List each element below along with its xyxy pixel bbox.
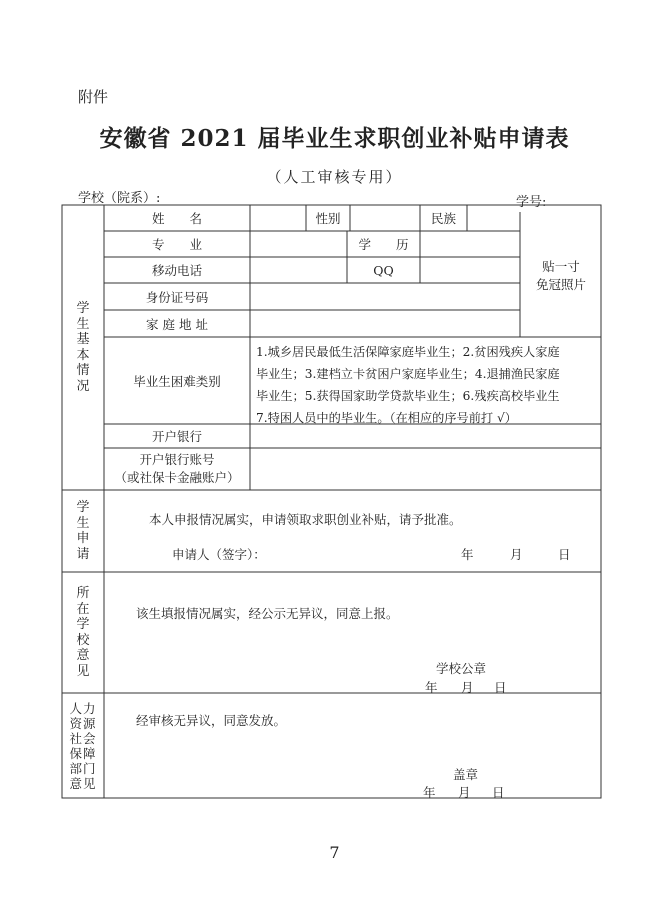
basic-section-label-char: 本 <box>76 347 90 363</box>
hr-year: 年 <box>423 785 436 800</box>
ethnicity-label: 民族 <box>430 211 456 226</box>
bank-account-line-1: 开户银行账号 <box>139 452 215 467</box>
education-label: 学 历 <box>358 237 409 252</box>
hr-section-label-char: 部门 <box>69 760 97 776</box>
bank-label: 开户银行 <box>151 429 202 444</box>
id-number-label: 身份证号码 <box>145 289 209 305</box>
school-section-label-char: 学 <box>76 617 90 632</box>
school-section-label-char: 见 <box>76 663 90 679</box>
form-subtitle: （人工审核专用） <box>266 168 403 186</box>
application-month: 月 <box>510 547 523 562</box>
hr-month: 月 <box>458 785 471 800</box>
school-month: 月 <box>461 680 474 695</box>
attachment-label: 附件 <box>78 88 109 106</box>
photo-line-2: 免冠照片 <box>535 277 586 292</box>
basic-section-label-char: 生 <box>76 316 90 332</box>
hr-section-label-char: 保障 <box>69 745 97 761</box>
hardship-line: 1.城乡居民最低生活保障家庭毕业生；2.贫困残疾人家庭 <box>256 345 560 359</box>
application-section-label-char: 申 <box>76 531 90 546</box>
school-section-label-char: 校 <box>76 632 90 648</box>
major-label: 专 业 <box>151 237 202 252</box>
qq-label: QQ <box>373 262 394 278</box>
application-statement: 本人申报情况属实，申请领取求职创业补贴，请予批准。 <box>149 512 462 527</box>
school-section-label-char: 意 <box>76 648 90 663</box>
address-label: 家 庭 地 址 <box>146 316 208 332</box>
photo-placeholder <box>521 258 601 294</box>
application-section-label <box>76 500 89 562</box>
hardship-options <box>256 341 601 429</box>
name-label: 姓 名 <box>151 211 202 226</box>
bank-account-line-2: （或社保卡金融账户） <box>114 470 240 485</box>
hr-day: 日 <box>492 785 505 800</box>
photo-line-1: 贴一寸 <box>542 259 580 274</box>
hr-section-label-char: 意见 <box>69 775 97 791</box>
application-year: 年 <box>461 547 474 562</box>
application-section-label-char: 学 <box>76 500 90 515</box>
school-label: 学校（院系）: <box>78 191 161 206</box>
bank-account-label <box>104 448 250 490</box>
school-day: 日 <box>494 680 507 695</box>
application-section-label-char: 请 <box>76 546 90 562</box>
hardship-line: 7.特困人员中的毕业生。（在相应的序号前打 √） <box>256 411 517 425</box>
basic-section-label-char: 基 <box>76 332 90 347</box>
hr-section-label <box>69 701 96 791</box>
hr-section-label-char: 人力 <box>69 700 97 716</box>
student-id-label: 学号: <box>516 195 547 210</box>
school-section-label-char: 在 <box>76 601 90 617</box>
school-section-label <box>76 586 89 679</box>
basic-section-label-char: 况 <box>76 378 90 394</box>
application-section-label-char: 生 <box>76 515 90 531</box>
application-day: 日 <box>558 547 571 562</box>
page-number: 7 <box>329 843 340 862</box>
basic-section-label <box>76 301 89 394</box>
hardship-label: 毕业生困难类别 <box>133 373 221 389</box>
hardship-line: 毕业生；5.获得国家助学贷款毕业生；6.残疾高校毕业生 <box>256 389 560 403</box>
section-basic-info <box>62 205 104 490</box>
school-seal-label: 学校公章 <box>436 661 487 676</box>
school-statement: 该生填报情况属实，经公示无异议，同意上报。 <box>136 606 399 621</box>
hardship-line: 毕业生；3.建档立卡贫困户家庭毕业生；4.退捕渔民家庭 <box>256 367 560 381</box>
section-hr-opinion <box>62 693 104 798</box>
basic-section-label-char: 学 <box>76 301 90 316</box>
gender-label: 性别 <box>315 211 341 226</box>
section-application <box>62 490 104 572</box>
hr-section-label-char: 社会 <box>69 730 97 746</box>
section-school-opinion <box>62 572 104 693</box>
basic-section-label-char: 情 <box>76 363 90 378</box>
school-section-label-char: 所 <box>76 586 90 601</box>
applicant-signature-label: 申请人（签字）： <box>172 547 266 562</box>
form-title: 安徽省 2021 届毕业生求职创业补贴申请表 <box>99 125 570 152</box>
mobile-label: 移动电话 <box>151 263 202 278</box>
hr-statement: 经审核无异议，同意发放。 <box>136 713 287 728</box>
hr-seal-label: 盖章 <box>453 767 479 782</box>
school-year: 年 <box>425 680 438 695</box>
hr-section-label-char: 资源 <box>69 715 97 731</box>
